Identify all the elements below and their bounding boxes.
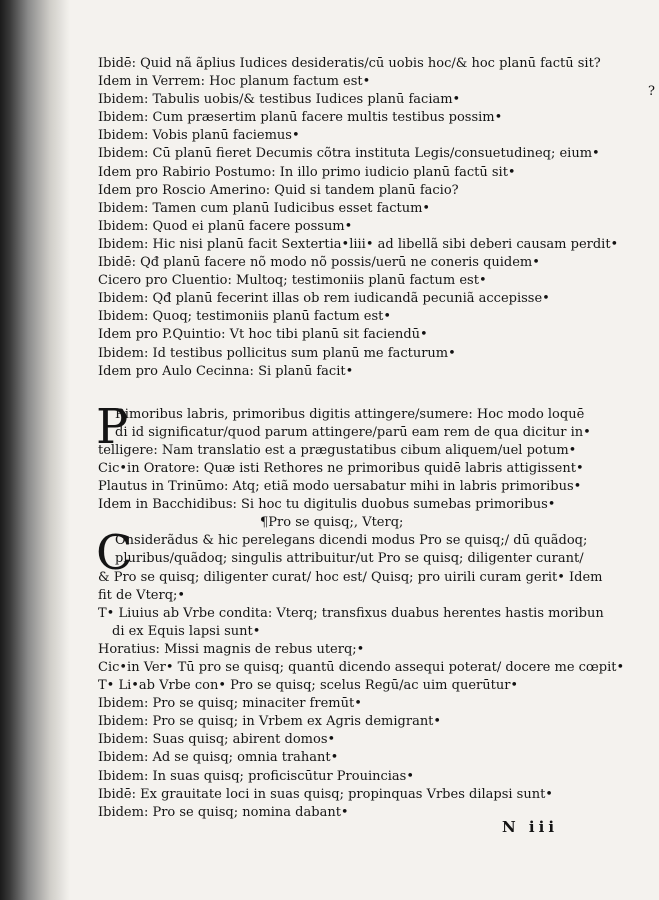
text-line: Ibidem: Quod ei planū facere possum• [98, 218, 353, 234]
text-line: Idem in Verrem: Hoc planum factum est• [98, 74, 371, 90]
text-line: T• Li•ab Vrbe con• Pro se quisq; scelus Regū/ac uim querūtur• [98, 678, 519, 694]
text-line: Ibidem: Pro se quisq; nomina dabant• [98, 804, 349, 820]
text-line: Idem pro P.Quintio: Vt hoc tibi planū sit faciendū• [98, 327, 428, 343]
margin-mark: ? [648, 84, 655, 99]
text-line: di id significatur/quod parum attingere/parū eam rem de qua dicitur in• [115, 424, 591, 440]
text-line: Idem pro Aulo Cecinna: Si planū facit• [98, 363, 354, 379]
text-line: Onsiderãdus & hic perelegans dicendi modus Pro se quisq;/ dū quãdoq; [115, 533, 588, 549]
text-line: Plautus in Trinūmo: Atq; etiã modo uersabatur mihi in labris primoribus• [98, 479, 582, 495]
initial-letter: C [96, 525, 133, 582]
section-planum [98, 55, 619, 381]
text-line: Ibidem: Tabulis uobis/& testibus Iudices planū faciam• [98, 92, 461, 108]
text-line: Ibidē: Qđ planū facere nõ modo nõ possis/uerū ne coneris quidem• [98, 255, 540, 271]
text-line: Cic•in Oratore: Quæ isti Rethores ne primoribus quidē labris attigissent• [98, 460, 584, 476]
text-line: Ibidē: Ex grauitate loci in suas quisq; propinquas Vrbes dilapsi sunt• [98, 786, 553, 802]
binding-gutter-shadow [0, 0, 70, 900]
section-quisque [98, 605, 625, 822]
text-line: Ibidem: Cū planū fieret Decumis cõtra instituta Legis/consuetudineq; eium• [98, 146, 600, 162]
text-line: pluribus/quãdoq; singulis attribuitur/ut Pro se quisq; diligenter curant/ [115, 551, 584, 567]
page-text [96, 55, 625, 822]
text-line: Ibidem: Hic nisi planū facit Sextertia•liii• ad libellã sibi deberi causam perdit• [98, 236, 619, 252]
text-line: fit de Vterq;• [98, 587, 186, 603]
section-citations [98, 460, 584, 514]
text-line: Ibidē: Quid nã ãplius Iudices desideratis/cū uobis hoc/& hoc planū factū sit? [98, 56, 601, 71]
text-line: Idem pro Roscio Amerino: Quid si tandem planū facio? [98, 182, 459, 198]
text-line: Ibidem: Pro se quisq; minaciter fremūt• [98, 696, 362, 712]
text-line: & Pro se quisq; diligenter curat/ hoc est/ Quisq; pro uirili curam gerit• Idem [98, 569, 603, 585]
text-line: Ibidem: In suas quisq; proficiscūtur Prouincias• [98, 768, 415, 784]
text-line: Ibidem: Id testibus pollicitus sum planū me facturum• [98, 345, 456, 361]
text-line: Ibidem: Quoq; testimoniis planū factum est• [98, 309, 392, 325]
paragraph-gap [98, 381, 578, 406]
text-line: Cic•in Ver• Tū pro se quisq; quantū dicendo assequi poterat/ docere me cœpit• [98, 660, 625, 675]
text-line: T• Liuius ab Vrbe condita: Vterq; transfixus duabus herentes hastis moribun [98, 605, 604, 621]
heading-text: Pro se quisq;, Vterq; [268, 515, 404, 531]
signature-mark: N iii [502, 818, 559, 836]
initial-letter: P [96, 398, 129, 455]
pilcrow-icon: ¶ [260, 515, 269, 531]
text-line: Idem pro Rabirio Postumo: In illo primo iudicio planū factū sit• [98, 164, 516, 180]
section-heading [98, 514, 578, 532]
text-line: Ibidem: Suas quisq; abirent domos• [98, 732, 336, 748]
text-line: di ex Equis lapsi sunt• [112, 623, 261, 639]
text-line: Ibidem: Qđ planū fecerint illas ob rem iudicandã pecuniã accepisse• [98, 291, 550, 307]
text-line: Rimoribus labris, primoribus digitis attingere/sumere: Hoc modo loquē [115, 406, 585, 422]
text-line: Ibidem: Tamen cum planū Iudicibus esset factum• [98, 200, 431, 216]
paragraph-primoribus [96, 398, 591, 460]
text-line: Ibidem: Pro se quisq; in Vrbem ex Agris demigrant• [98, 714, 442, 730]
text-line: Cicero pro Cluentio: Multoq; testimoniis planū factum est• [98, 273, 487, 289]
paragraph-considerandus [96, 525, 603, 604]
text-line: Horatius: Missi magnis de rebus uterq;• [98, 641, 365, 657]
text-line: Ibidem: Cum præsertim planū facere multis testibus possim• [98, 110, 503, 126]
text-line: telligere: Nam translatio est a prægustatibus cibum aliquem/uel potum• [98, 442, 577, 458]
text-line: Ibidem: Ad se quisq; omnia trahant• [98, 750, 339, 766]
text-line: Idem in Bacchidibus: Si hoc tu digitulis duobus sumebas primoribus• [98, 497, 556, 513]
text-line: Ibidem: Vobis planū faciemus• [98, 128, 300, 144]
